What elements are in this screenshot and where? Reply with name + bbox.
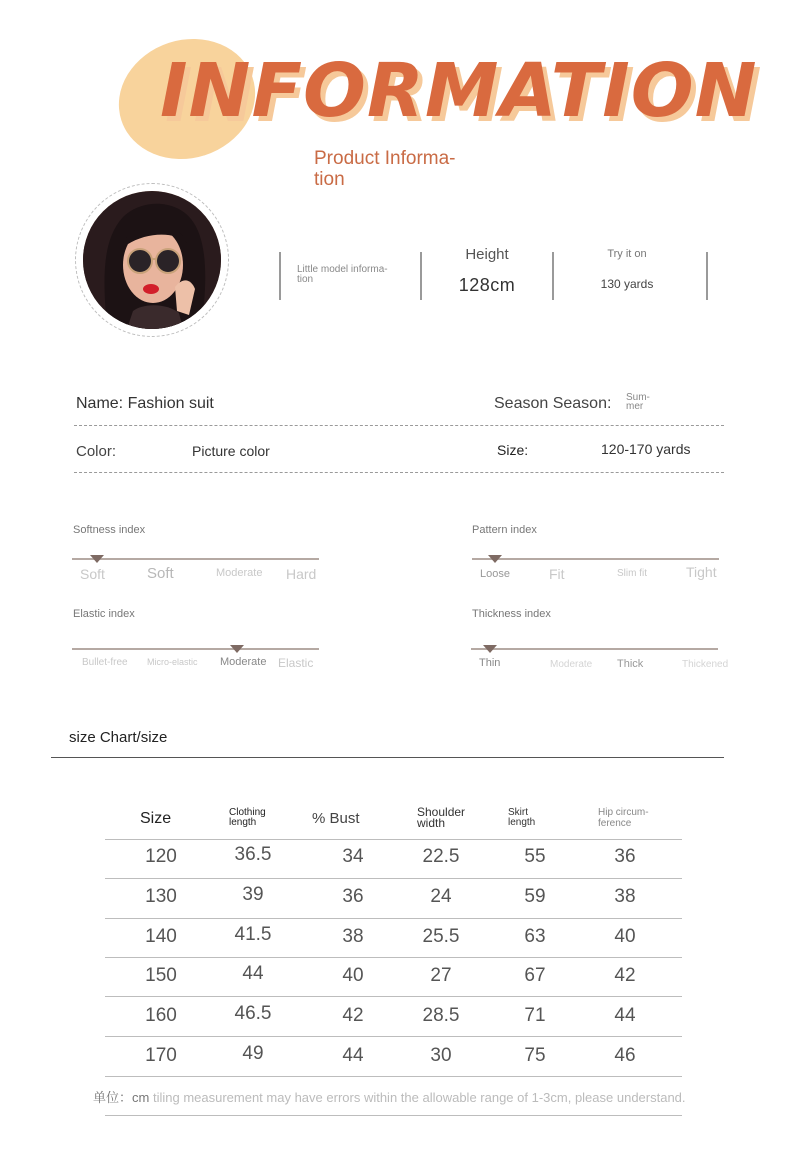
table-cell: 40 bbox=[614, 926, 636, 947]
column-header-skirt-length: Skirt length bbox=[508, 807, 536, 828]
size-chart-rule bbox=[51, 757, 724, 758]
table-cell: 40 bbox=[342, 965, 364, 986]
note-text: tiling measurement may have errors within the allowable range of 1-3cm, please understand. bbox=[152, 1090, 686, 1105]
table-cell: 59 bbox=[524, 886, 546, 907]
table-cell: 36.5 bbox=[234, 844, 272, 865]
table-rule bbox=[105, 839, 682, 840]
elastic-index-title: Elastic index bbox=[73, 608, 135, 620]
table-cell: 120 bbox=[145, 846, 177, 867]
table-cell: 63 bbox=[524, 926, 546, 947]
season-label: Season Season: bbox=[494, 395, 612, 412]
thickness-index-title: Thickness index bbox=[472, 608, 551, 620]
page-subtitle: Product Informa- tion bbox=[314, 148, 456, 190]
elastic-option: Micro-elastic bbox=[147, 657, 198, 667]
table-row-divider bbox=[105, 996, 682, 997]
table-cell: 160 bbox=[145, 1005, 177, 1026]
thickness-option: Thickened bbox=[682, 659, 729, 670]
pattern-index-marker bbox=[488, 555, 502, 563]
elastic-option: Bullet-free bbox=[82, 657, 128, 668]
table-row-divider bbox=[105, 878, 682, 879]
table-cell: 36 bbox=[614, 846, 636, 867]
thickness-index-marker bbox=[483, 645, 497, 653]
table-cell: 44 bbox=[614, 1005, 636, 1026]
table-cell: 150 bbox=[145, 965, 177, 986]
try-on-value: 130 yards bbox=[600, 277, 654, 291]
size-value: 120-170 yards bbox=[601, 441, 691, 457]
pattern-index-title: Pattern index bbox=[472, 524, 537, 536]
table-cell: 22.5 bbox=[422, 846, 460, 867]
pattern-option: Loose bbox=[480, 568, 510, 580]
size-chart-title: size Chart/size bbox=[69, 729, 168, 746]
table-cell: 38 bbox=[614, 886, 636, 907]
table-cell: 36 bbox=[342, 886, 364, 907]
table-cell: 24 bbox=[430, 886, 452, 907]
table-cell: 42 bbox=[614, 965, 636, 986]
softness-option: Soft bbox=[80, 566, 105, 582]
softness-option: Soft bbox=[147, 565, 174, 582]
measurement-note bbox=[93, 1087, 713, 1106]
table-cell: 140 bbox=[145, 926, 177, 947]
table-cell: 38 bbox=[342, 926, 364, 947]
softness-option: Moderate bbox=[216, 567, 263, 579]
row-divider bbox=[74, 425, 724, 426]
divider bbox=[706, 252, 708, 300]
softness-option: Hard bbox=[286, 566, 317, 582]
elastic-index-marker bbox=[230, 645, 244, 653]
table-cell: 46 bbox=[614, 1045, 636, 1066]
softness-index-track bbox=[72, 558, 319, 560]
table-cell: 71 bbox=[524, 1005, 546, 1026]
pattern-option: Fit bbox=[549, 566, 565, 582]
season-value: Sum- mer bbox=[626, 392, 650, 412]
height-value: 128cm bbox=[458, 275, 516, 295]
elastic-index-track bbox=[72, 648, 319, 650]
softness-index-title: Softness index bbox=[73, 524, 146, 536]
table-cell: 75 bbox=[524, 1045, 546, 1066]
table-cell: 130 bbox=[145, 886, 177, 907]
height-label: Height bbox=[465, 246, 509, 263]
model-avatar bbox=[83, 191, 221, 329]
size-label: Size: bbox=[497, 442, 529, 458]
divider bbox=[552, 252, 554, 300]
color-label: Color: bbox=[76, 443, 117, 460]
page-title: INFORMATION bbox=[160, 48, 758, 134]
try-on-label: Try it on bbox=[607, 248, 647, 260]
table-cell: 27 bbox=[430, 965, 452, 986]
table-cell: 46.5 bbox=[234, 1003, 272, 1024]
column-header-clothing-length: Clothing length bbox=[229, 807, 266, 828]
elastic-option: Moderate bbox=[220, 656, 267, 668]
table-cell: 41.5 bbox=[234, 924, 272, 945]
row-divider bbox=[74, 472, 724, 473]
thickness-option: Thick bbox=[617, 658, 644, 670]
pattern-option: Slim fit bbox=[617, 568, 647, 579]
table-cell: 28.5 bbox=[422, 1005, 460, 1026]
table-cell: 67 bbox=[524, 965, 546, 986]
table-row-divider bbox=[105, 1076, 682, 1077]
table-cell: 39 bbox=[242, 884, 264, 905]
table-row-divider bbox=[105, 1036, 682, 1037]
elastic-option: Elastic bbox=[278, 656, 314, 670]
column-header-shoulder-width: Shoulder width bbox=[417, 805, 466, 830]
table-rule bbox=[105, 1115, 682, 1116]
table-cell: 44 bbox=[242, 963, 264, 984]
divider bbox=[279, 252, 281, 300]
table-row-divider bbox=[105, 957, 682, 958]
table-cell: 42 bbox=[342, 1005, 364, 1026]
color-value: Picture color bbox=[192, 443, 270, 459]
column-header-bust: % Bust bbox=[312, 810, 360, 827]
table-cell: 170 bbox=[145, 1045, 177, 1066]
table-cell: 30 bbox=[430, 1045, 452, 1066]
table-cell: 25.5 bbox=[422, 926, 460, 947]
column-header-size: Size bbox=[140, 810, 172, 827]
thickness-index-track bbox=[471, 648, 718, 650]
product-name: Name: Fashion suit bbox=[76, 395, 214, 412]
unit-label: 单位：cm bbox=[93, 1090, 150, 1105]
table-cell: 49 bbox=[242, 1043, 264, 1064]
table-cell: 55 bbox=[524, 846, 546, 867]
column-header-hip: Hip circum- ference bbox=[598, 807, 649, 829]
pattern-index-track bbox=[472, 558, 719, 560]
thickness-option: Moderate bbox=[550, 659, 593, 670]
pattern-option: Tight bbox=[686, 564, 717, 580]
thickness-option: Thin bbox=[479, 657, 501, 669]
divider bbox=[420, 252, 422, 300]
table-cell: 44 bbox=[342, 1045, 364, 1066]
table-row-divider bbox=[105, 918, 682, 919]
softness-index-marker bbox=[90, 555, 104, 563]
model-info-label: Little model informa- tion bbox=[297, 264, 388, 285]
table-cell: 34 bbox=[342, 846, 364, 867]
